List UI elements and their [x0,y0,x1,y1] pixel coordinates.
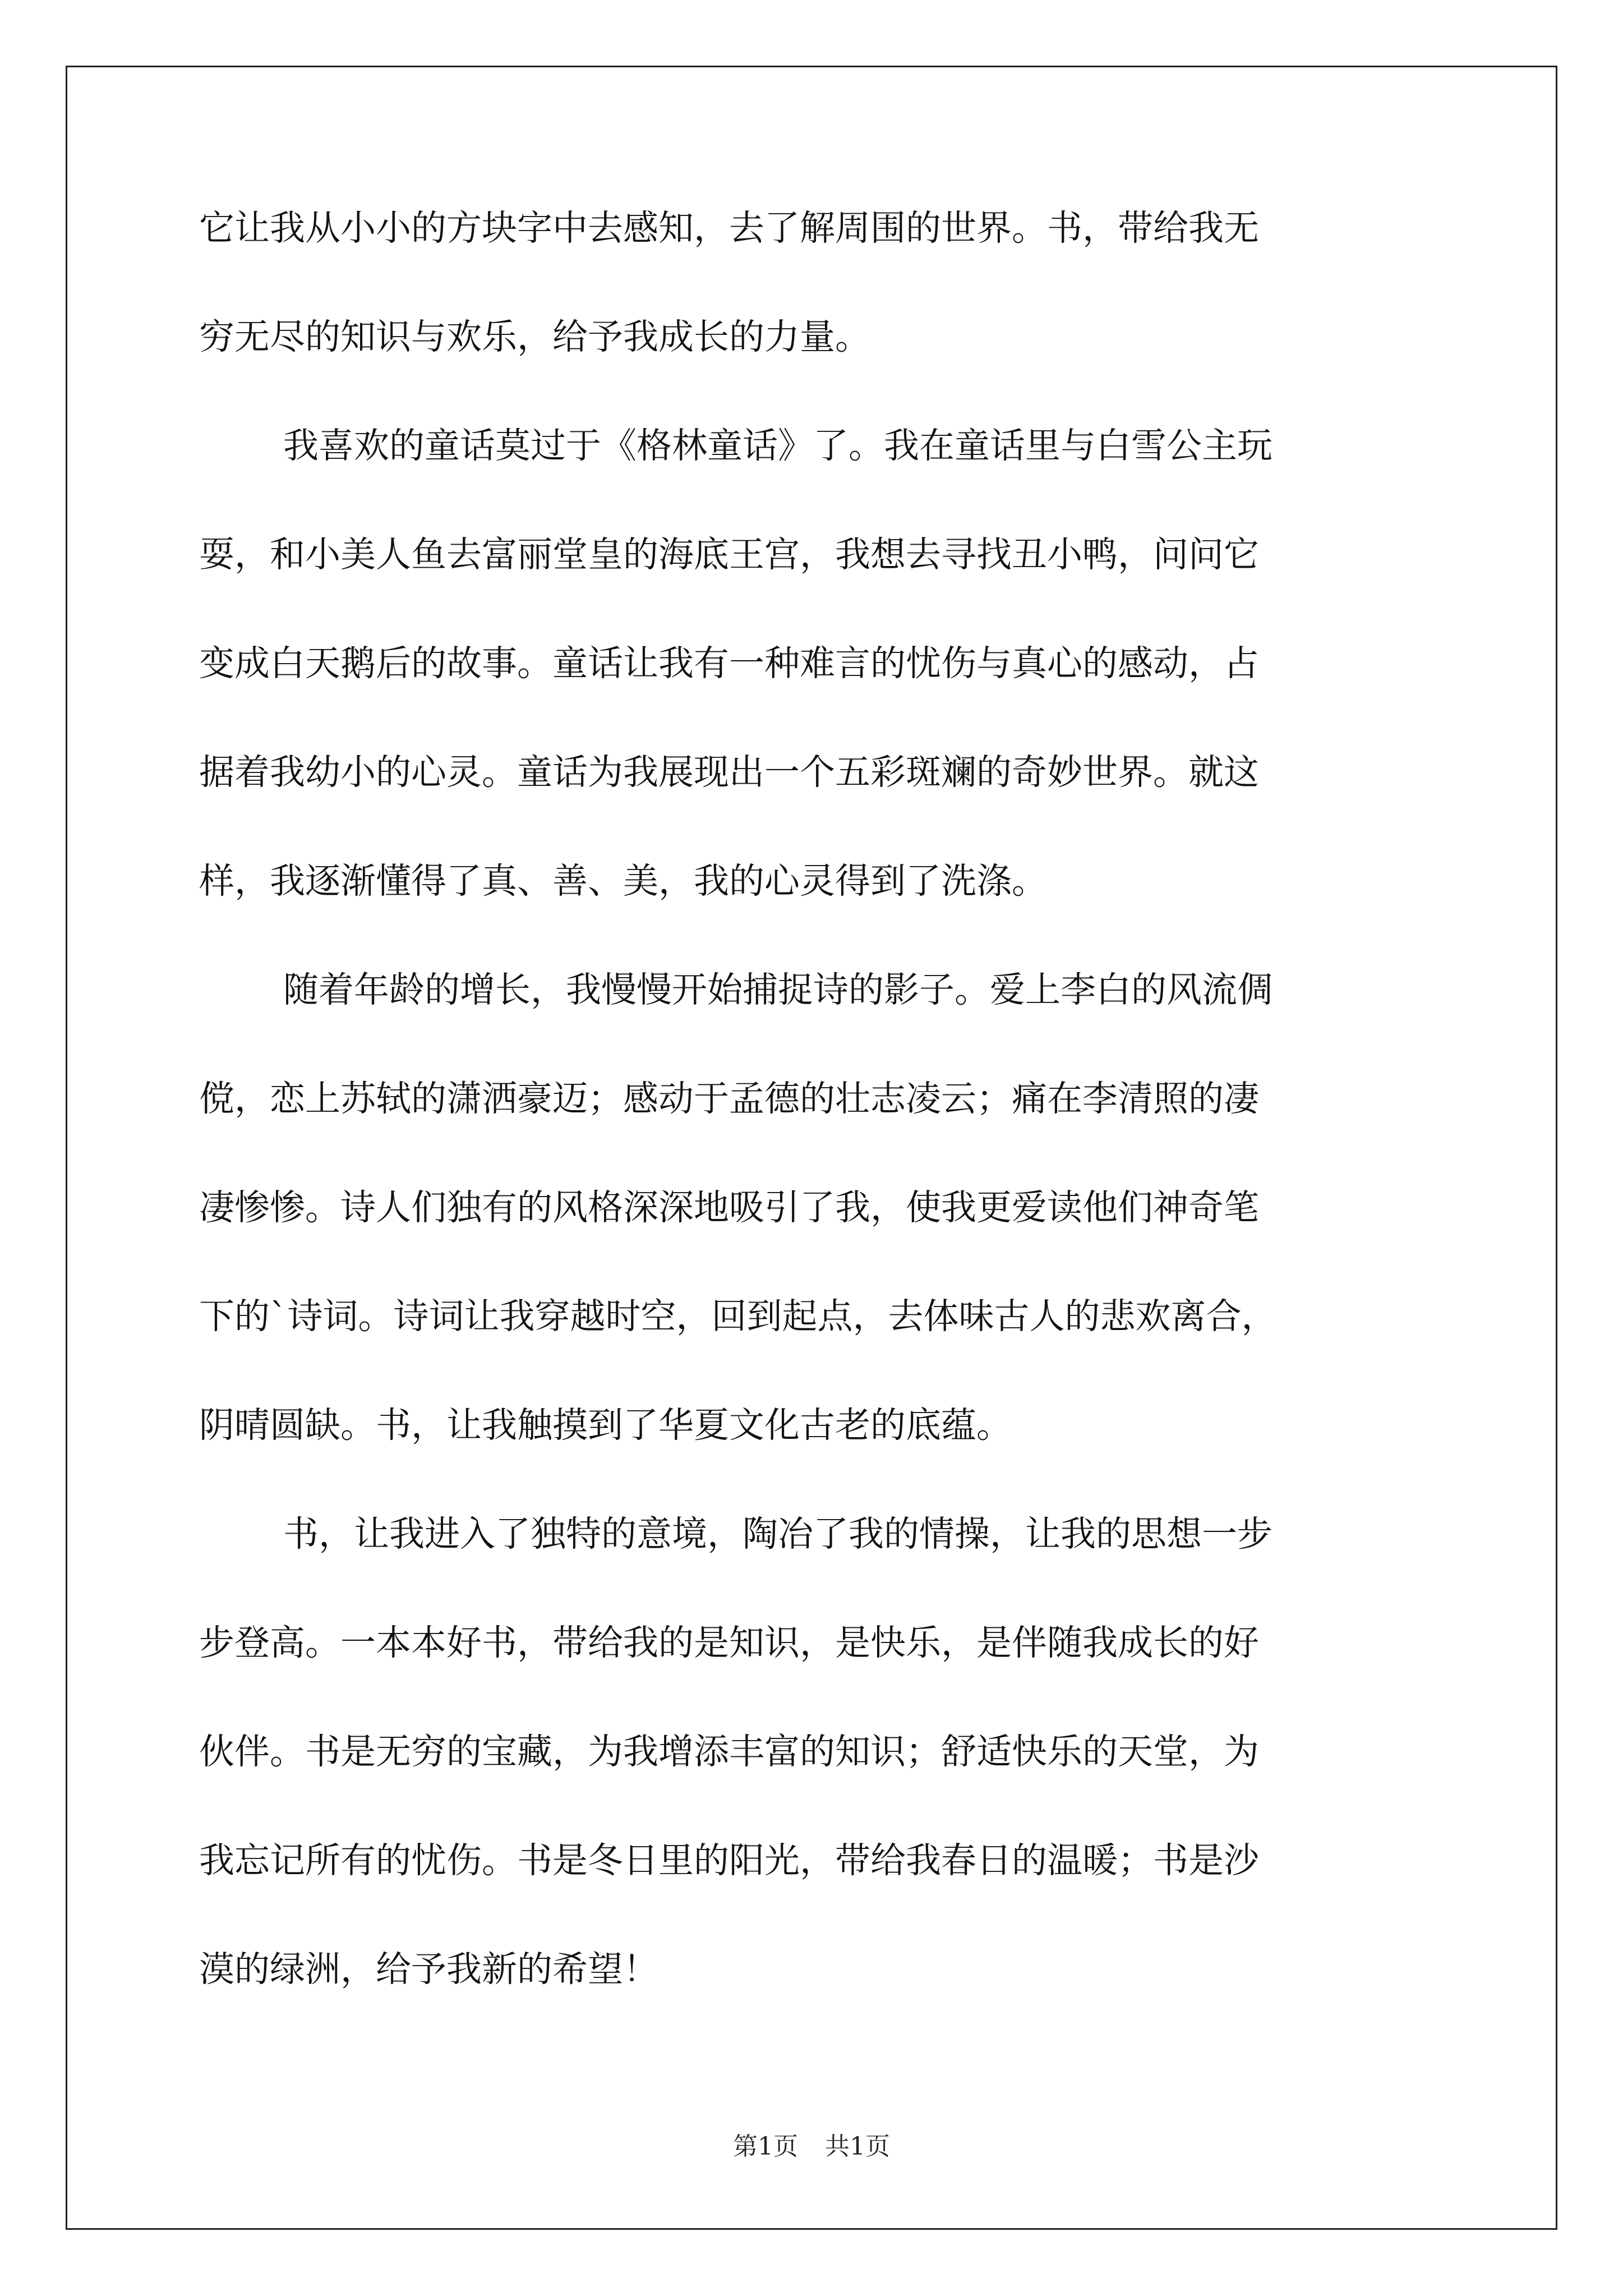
text-line: 傥，恋上苏轼的潇洒豪迈；感动于孟德的壮志凌云；痛在李清照的凄 [199,1078,1259,1119]
document-body [199,208,1438,1990]
page-total: 共1页 [825,2132,890,2161]
paragraph-4 [199,1513,1438,1990]
paragraph-2 [199,425,1438,901]
text-line: 凄惨惨。诗人们独有的风格深深地吸引了我，使我更爱读他们神奇笔 [199,1187,1259,1228]
paragraph-1 [199,210,1438,355]
text-line: 我忘记所有的忧伤。书是冬日里的阳光，带给我春日的温暖；书是沙 [199,1840,1259,1881]
text-line: 它让我从小小的方块字中去感知，去了解周围的世界。书，带给我无 [199,208,1259,249]
text-line: 步登高。一本本好书，带给我的是知识，是快乐，是伴随我成长的好 [199,1622,1259,1663]
text-line: 据着我幼小的心灵。童话为我展现出一个五彩斑斓的奇妙世界。就这 [199,752,1259,793]
text-line: 样，我逐渐懂得了真、善、美，我的心灵得到了洗涤。 [199,861,1047,901]
page-number: 第1页 [733,2132,798,2161]
text-line: 变成白天鹅后的故事。童话让我有一种难言的忧伤与真心的感动，占 [199,643,1259,684]
page-footer [0,2134,1623,2159]
text-line: 穷无尽的知识与欢乐，给予我成长的力量。 [199,316,870,357]
paragraph-3 [199,969,1438,1446]
text-line: 漠的绿洲，给予我新的希望！ [199,1949,658,1990]
text-line: 书，让我进入了独特的意境，陶冶了我的情操，让我的思想一步 [283,1513,1272,1554]
text-line: 随着年龄的增长，我慢慢开始捕捉诗的影子。爱上李白的风流倜 [283,969,1272,1010]
text-line: 伙伴。书是无穷的宝藏，为我增添丰富的知识；舒适快乐的天堂，为 [199,1731,1259,1772]
text-line: 我喜欢的童话莫过于《格林童话》了。我在童话里与白雪公主玩 [283,425,1272,466]
text-line: 下的`诗词。诗词让我穿越时空，回到起点，去体味古人的悲欢离合， [199,1296,1277,1337]
text-line: 阴晴圆缺。书，让我触摸到了华夏文化古老的底蕴。 [199,1405,1012,1446]
text-line: 耍，和小美人鱼去富丽堂皇的海底王宫，我想去寻找丑小鸭，问问它 [199,534,1259,575]
